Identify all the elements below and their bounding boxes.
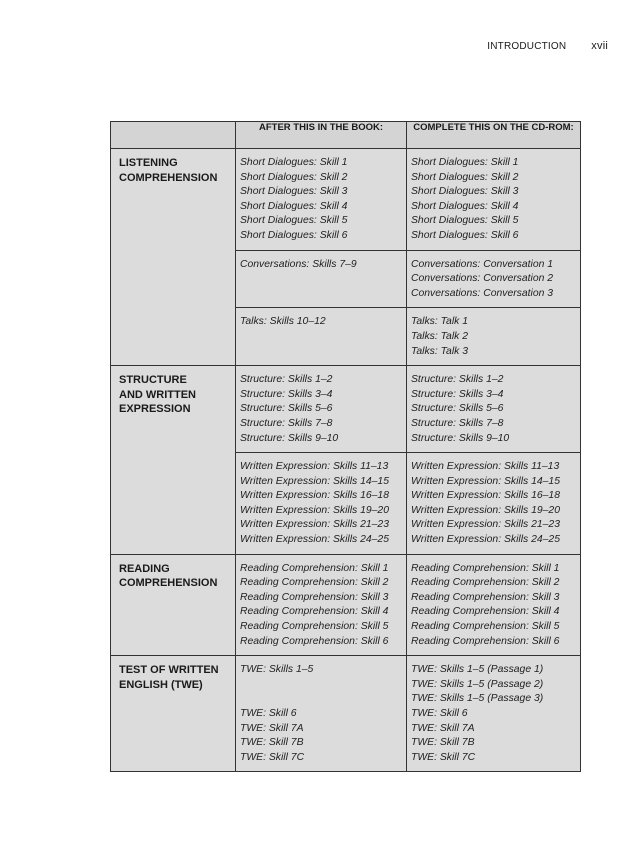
cell-line: Reading Comprehension: Skill 2 [240,577,389,589]
cd-rom-cell [407,554,581,656]
cell-line: Conversations: Conversation 1 [411,258,554,270]
cell-line: Conversations: Conversation 3 [411,287,554,299]
cd-rom-cell [407,453,581,555]
cell-line: TWE: Skill 7C [411,751,476,763]
table-row [111,554,581,656]
cell-line: Reading Comprehension: Skill 3 [240,591,389,603]
cell-line: TWE: Skill 7A [411,722,475,734]
page-number: xvii [591,40,608,52]
header-cd-rom: COMPLETE THIS ON THE CD-ROM: [407,122,581,149]
cell-line: TWE: Skill 7B [411,737,475,749]
cell-line: Talks: Talk 3 [411,345,468,357]
cell-line: Structure: Skills 9–10 [240,432,339,444]
book-cell [236,453,407,555]
cell-line: Short Dialogues: Skill 5 [411,215,519,227]
cd-rom-cell [407,149,581,251]
cell-line: Conversations: Conversation 2 [411,273,554,285]
cell-line: Written Expression: Skills 24–25 [240,534,389,546]
cell-line: TWE: Skills 1–5 (Passage 2) [411,678,544,690]
table-row [111,366,581,453]
cell-line: Structure: Skills 1–2 [240,374,333,386]
running-head [487,40,608,52]
cd-rom-cell [407,250,581,308]
cell-line: TWE: Skills 1–5 (Passage 1) [411,664,544,676]
section-title: INTRODUCTION [487,41,567,52]
cell-line: Reading Comprehension: Skill 2 [411,577,560,589]
cell-line: Structure: Skills 1–2 [411,374,504,386]
cell-line: Reading Comprehension: Skill 5 [411,621,560,633]
header-corner [111,122,236,149]
cell-line: Talks: Talk 2 [411,330,468,342]
spacer [240,678,406,693]
cell-line: Short Dialogues: Skill 4 [240,200,348,212]
cell-line: Conversations: Skills 7–9 [240,258,357,270]
cell-line: Structure: Skills 7–8 [411,417,504,429]
cell-line: TWE: Skill 7A [240,722,304,734]
book-cell [236,554,407,656]
cell-line: TWE: Skills 1–5 [240,664,314,676]
spacer [240,692,406,707]
cell-line: Written Expression: Skills 21–23 [411,519,560,531]
cell-line: Short Dialogues: Skill 1 [411,157,519,168]
cell-line: Short Dialogues: Skill 3 [240,186,348,198]
cell-line: Written Expression: Skills 16–18 [240,490,389,502]
cell-line: Written Expression: Skills 11–13 [411,461,560,473]
cell-line: Short Dialogues: Skill 1 [240,157,348,168]
table-row [111,149,581,251]
cd-rom-cell [407,308,581,366]
cell-line: Written Expression: Skills 14–15 [240,475,389,487]
cell-line: Reading Comprehension: Skill 4 [240,606,389,618]
table-header-row [111,122,581,149]
cell-line: Written Expression: Skills 19–20 [411,504,560,516]
section-label-structure-written-expression: STRUCTURE AND WRITTEN EXPRESSION [111,366,236,555]
book-cell [236,656,407,772]
cell-line: Written Expression: Skills 24–25 [411,534,560,546]
book-cell [236,149,407,251]
cell-line: Talks: Talk 1 [411,316,468,328]
cell-line: TWE: Skill 7B [240,737,304,749]
table-row [111,656,581,772]
cell-line: Written Expression: Skills 14–15 [411,475,560,487]
cell-line: Structure: Skills 5–6 [411,403,504,415]
cell-line: Reading Comprehension: Skill 5 [240,621,389,633]
cell-line: Short Dialogues: Skill 4 [411,200,519,212]
cell-line: Reading Comprehension: Skill 6 [240,635,389,647]
cell-line: TWE: Skill 7C [240,751,305,763]
cell-line: Structure: Skills 5–6 [240,403,333,415]
cell-line: Short Dialogues: Skill 2 [411,171,519,183]
section-label-listening-comprehension: LISTENING COMPREHENSION [111,149,236,366]
cell-line: Short Dialogues: Skill 5 [240,215,348,227]
cell-line: TWE: Skill 6 [411,708,468,719]
cell-line: Reading Comprehension: Skill 4 [411,606,560,618]
cell-line: Written Expression: Skills 16–18 [411,490,560,502]
cell-line: Talks: Skills 10–12 [240,316,326,328]
cell-line: Short Dialogues: Skill 6 [411,229,519,241]
cell-line: Short Dialogues: Skill 2 [240,171,348,183]
cell-line: Short Dialogues: Skill 6 [240,229,348,241]
section-label-test-of-written-english: TEST OF WRITTEN ENGLISH (TWE) [111,656,236,772]
skills-table [110,121,581,772]
cell-line: Structure: Skills 9–10 [411,432,510,444]
cd-rom-cell [407,656,581,772]
cell-line: Short Dialogues: Skill 3 [411,186,519,198]
cell-line: Reading Comprehension: Skill 3 [411,591,560,603]
book-cell [236,250,407,308]
cell-line: Written Expression: Skills 19–20 [240,504,389,516]
cell-line: Structure: Skills 3–4 [240,388,333,400]
cd-rom-cell [407,366,581,453]
cell-line: Structure: Skills 7–8 [240,417,333,429]
header-book: AFTER THIS IN THE BOOK: [236,122,407,149]
cell-line: Reading Comprehension: Skill 6 [411,635,560,647]
cell-line: TWE: Skills 1–5 (Passage 3) [411,693,544,705]
book-cell [236,308,407,366]
cell-line: TWE: Skill 6 [240,708,297,719]
section-label-reading-comprehension: READING COMPREHENSION [111,554,236,656]
cell-line: Reading Comprehension: Skill 1 [240,562,389,574]
cell-line: Written Expression: Skills 11–13 [240,461,389,473]
table-body [111,149,581,772]
book-cell [236,366,407,453]
cell-line: Structure: Skills 3–4 [411,388,504,400]
cell-line: Reading Comprehension: Skill 1 [411,562,560,574]
cell-line: Written Expression: Skills 21–23 [240,519,389,531]
